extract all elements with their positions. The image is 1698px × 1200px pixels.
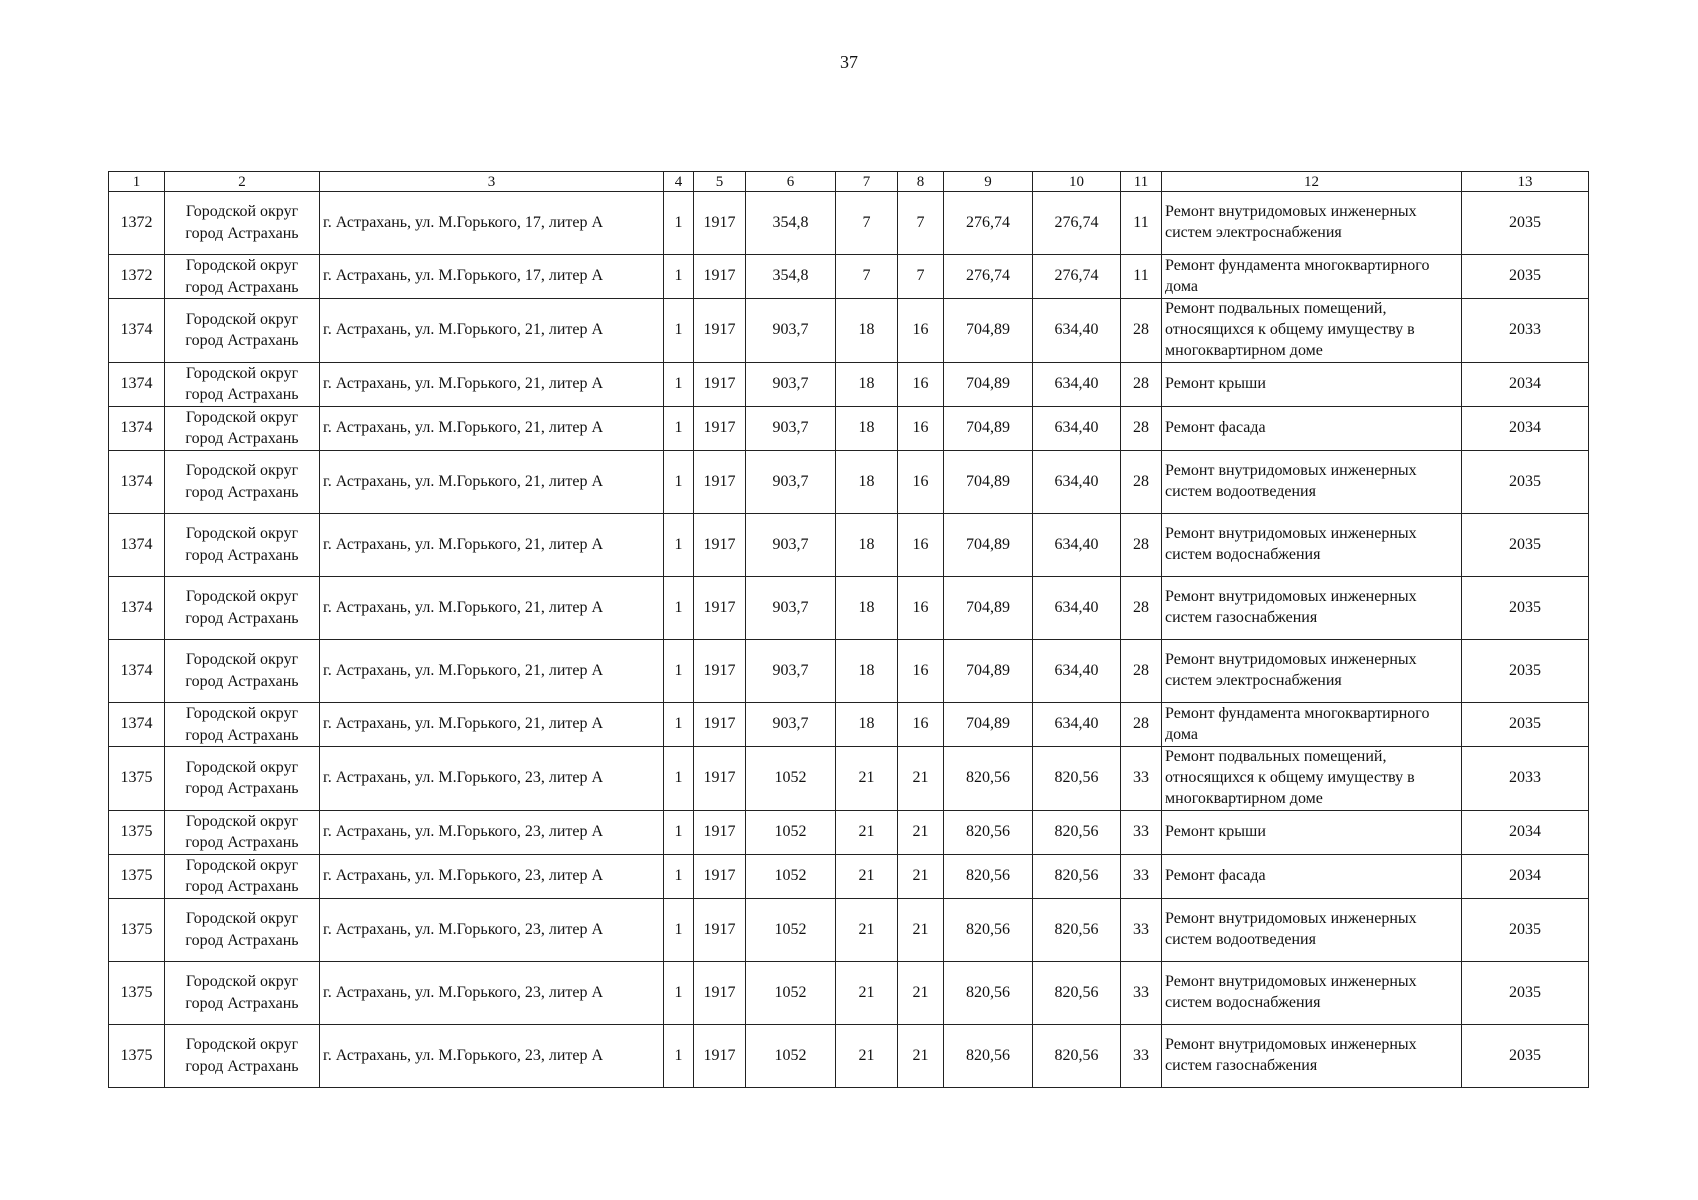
cell-work-type: Ремонт внутридомовых инженерных систем электроснабжения [1162, 192, 1462, 255]
table-header [109, 172, 1589, 192]
cell-planned-year: 2035 [1462, 192, 1589, 255]
cell-area-a: 704,89 [944, 639, 1033, 702]
cell-area-b: 820,56 [1033, 810, 1121, 854]
page-number: 37 [840, 52, 858, 72]
table-row [109, 854, 1589, 898]
cell-row-number: 1375 [109, 1024, 165, 1087]
cell-col-4: 1 [664, 513, 694, 576]
cell-row-number: 1374 [109, 406, 165, 450]
cell-col-8: 21 [898, 1024, 944, 1087]
cell-total-area: 903,7 [746, 639, 836, 702]
cell-address: г. Астрахань, ул. М.Горького, 21, литер А [320, 299, 664, 362]
cell-col-8: 21 [898, 854, 944, 898]
cell-planned-year: 2034 [1462, 406, 1589, 450]
cell-planned-year: 2034 [1462, 854, 1589, 898]
cell-row-number: 1374 [109, 513, 165, 576]
cell-col-7: 18 [836, 450, 898, 513]
cell-municipality: Городской округ город Астрахань [165, 639, 320, 702]
cell-col-7: 18 [836, 576, 898, 639]
cell-area-a: 276,74 [944, 192, 1033, 255]
cell-row-number: 1375 [109, 854, 165, 898]
cell-total-area: 1052 [746, 961, 836, 1024]
cell-year-built: 1917 [694, 961, 746, 1024]
cell-col-11: 11 [1121, 255, 1162, 299]
cell-col-11: 28 [1121, 362, 1162, 406]
cell-year-built: 1917 [694, 898, 746, 961]
cell-col-8: 7 [898, 192, 944, 255]
cell-area-a: 704,89 [944, 576, 1033, 639]
cell-area-a: 704,89 [944, 406, 1033, 450]
cell-municipality: Городской округ город Астрахань [165, 299, 320, 362]
column-header-8: 8 [898, 172, 944, 192]
table-row [109, 576, 1589, 639]
cell-work-type: Ремонт крыши [1162, 362, 1462, 406]
column-header-3: 3 [320, 172, 664, 192]
cell-total-area: 1052 [746, 1024, 836, 1087]
cell-work-type: Ремонт фундамента многоквартирного дома [1162, 702, 1462, 746]
cell-col-4: 1 [664, 450, 694, 513]
column-header-6: 6 [746, 172, 836, 192]
cell-col-11: 33 [1121, 898, 1162, 961]
cell-row-number: 1375 [109, 961, 165, 1024]
cell-area-a: 704,89 [944, 362, 1033, 406]
cell-address: г. Астрахань, ул. М.Горького, 23, литер А [320, 747, 664, 810]
column-header-1: 1 [109, 172, 165, 192]
cell-col-11: 28 [1121, 450, 1162, 513]
cell-row-number: 1374 [109, 702, 165, 746]
column-header-10: 10 [1033, 172, 1121, 192]
cell-work-type: Ремонт внутридомовых инженерных систем газоснабжения [1162, 1024, 1462, 1087]
cell-total-area: 1052 [746, 747, 836, 810]
cell-col-11: 28 [1121, 576, 1162, 639]
column-header-12: 12 [1162, 172, 1462, 192]
cell-planned-year: 2035 [1462, 898, 1589, 961]
cell-work-type: Ремонт фасада [1162, 854, 1462, 898]
cell-year-built: 1917 [694, 747, 746, 810]
cell-planned-year: 2034 [1462, 810, 1589, 854]
cell-row-number: 1374 [109, 299, 165, 362]
cell-address: г. Астрахань, ул. М.Горького, 23, литер А [320, 810, 664, 854]
cell-total-area: 1052 [746, 898, 836, 961]
cell-row-number: 1372 [109, 255, 165, 299]
column-header-4: 4 [664, 172, 694, 192]
cell-municipality: Городской округ город Астрахань [165, 1024, 320, 1087]
cell-work-type: Ремонт внутридомовых инженерных систем водоснабжения [1162, 513, 1462, 576]
cell-col-11: 28 [1121, 702, 1162, 746]
cell-row-number: 1375 [109, 810, 165, 854]
cell-total-area: 903,7 [746, 406, 836, 450]
cell-work-type: Ремонт подвальных помещений, относящихся к общему имуществу в многоквартирном доме [1162, 299, 1462, 362]
cell-area-a: 704,89 [944, 513, 1033, 576]
cell-area-b: 820,56 [1033, 898, 1121, 961]
cell-col-7: 21 [836, 854, 898, 898]
table-row [109, 1024, 1589, 1087]
header-row [109, 172, 1589, 192]
cell-col-11: 11 [1121, 192, 1162, 255]
cell-year-built: 1917 [694, 1024, 746, 1087]
cell-address: г. Астрахань, ул. М.Горького, 21, литер А [320, 513, 664, 576]
table-row [109, 299, 1589, 362]
cell-col-4: 1 [664, 898, 694, 961]
cell-area-a: 820,56 [944, 1024, 1033, 1087]
cell-area-a: 820,56 [944, 854, 1033, 898]
cell-col-8: 16 [898, 450, 944, 513]
cell-row-number: 1375 [109, 898, 165, 961]
cell-area-a: 704,89 [944, 702, 1033, 746]
cell-col-4: 1 [664, 299, 694, 362]
cell-address: г. Астрахань, ул. М.Горького, 21, литер А [320, 362, 664, 406]
cell-planned-year: 2033 [1462, 299, 1589, 362]
cell-col-8: 21 [898, 961, 944, 1024]
cell-col-7: 18 [836, 362, 898, 406]
cell-planned-year: 2035 [1462, 513, 1589, 576]
cell-area-b: 634,40 [1033, 299, 1121, 362]
cell-year-built: 1917 [694, 299, 746, 362]
cell-row-number: 1374 [109, 450, 165, 513]
cell-area-b: 634,40 [1033, 576, 1121, 639]
cell-area-b: 820,56 [1033, 747, 1121, 810]
cell-municipality: Городской округ город Астрахань [165, 961, 320, 1024]
cell-total-area: 903,7 [746, 362, 836, 406]
cell-row-number: 1374 [109, 362, 165, 406]
cell-planned-year: 2035 [1462, 576, 1589, 639]
column-header-5: 5 [694, 172, 746, 192]
cell-area-b: 634,40 [1033, 513, 1121, 576]
cell-area-a: 276,74 [944, 255, 1033, 299]
cell-planned-year: 2033 [1462, 747, 1589, 810]
cell-year-built: 1917 [694, 406, 746, 450]
table-row [109, 702, 1589, 746]
cell-col-4: 1 [664, 406, 694, 450]
cell-col-11: 28 [1121, 299, 1162, 362]
cell-col-11: 33 [1121, 961, 1162, 1024]
cell-area-b: 276,74 [1033, 255, 1121, 299]
cell-row-number: 1374 [109, 639, 165, 702]
column-header-7: 7 [836, 172, 898, 192]
cell-municipality: Городской округ город Астрахань [165, 854, 320, 898]
cell-address: г. Астрахань, ул. М.Горького, 17, литер А [320, 192, 664, 255]
cell-area-b: 820,56 [1033, 961, 1121, 1024]
table-row [109, 406, 1589, 450]
cell-total-area: 903,7 [746, 299, 836, 362]
column-header-11: 11 [1121, 172, 1162, 192]
cell-area-a: 704,89 [944, 299, 1033, 362]
cell-planned-year: 2035 [1462, 1024, 1589, 1087]
cell-municipality: Городской округ город Астрахань [165, 362, 320, 406]
table-body [109, 192, 1589, 1088]
cell-row-number: 1375 [109, 747, 165, 810]
cell-work-type: Ремонт подвальных помещений, относящихся к общему имуществу в многоквартирном доме [1162, 747, 1462, 810]
cell-planned-year: 2035 [1462, 255, 1589, 299]
cell-col-7: 7 [836, 192, 898, 255]
table-row [109, 810, 1589, 854]
cell-planned-year: 2035 [1462, 961, 1589, 1024]
cell-municipality: Городской округ город Астрахань [165, 450, 320, 513]
cell-col-7: 18 [836, 406, 898, 450]
cell-col-4: 1 [664, 192, 694, 255]
cell-area-b: 634,40 [1033, 362, 1121, 406]
cell-address: г. Астрахань, ул. М.Горького, 21, литер А [320, 639, 664, 702]
cell-col-8: 16 [898, 362, 944, 406]
cell-work-type: Ремонт внутридомовых инженерных систем электроснабжения [1162, 639, 1462, 702]
column-header-9: 9 [944, 172, 1033, 192]
cell-col-11: 28 [1121, 406, 1162, 450]
column-header-2: 2 [165, 172, 320, 192]
cell-total-area: 354,8 [746, 255, 836, 299]
cell-year-built: 1917 [694, 192, 746, 255]
cell-col-4: 1 [664, 362, 694, 406]
cell-area-b: 634,40 [1033, 702, 1121, 746]
cell-planned-year: 2035 [1462, 639, 1589, 702]
cell-area-a: 820,56 [944, 747, 1033, 810]
cell-area-b: 820,56 [1033, 1024, 1121, 1087]
cell-col-7: 18 [836, 702, 898, 746]
cell-address: г. Астрахань, ул. М.Горького, 23, литер А [320, 854, 664, 898]
cell-col-11: 33 [1121, 854, 1162, 898]
table-row [109, 513, 1589, 576]
cell-year-built: 1917 [694, 362, 746, 406]
cell-col-7: 21 [836, 898, 898, 961]
cell-municipality: Городской округ город Астрахань [165, 576, 320, 639]
cell-year-built: 1917 [694, 450, 746, 513]
cell-address: г. Астрахань, ул. М.Горького, 23, литер А [320, 898, 664, 961]
cell-col-11: 33 [1121, 810, 1162, 854]
cell-area-b: 634,40 [1033, 639, 1121, 702]
cell-col-7: 18 [836, 639, 898, 702]
cell-col-11: 28 [1121, 639, 1162, 702]
cell-col-7: 7 [836, 255, 898, 299]
cell-total-area: 903,7 [746, 576, 836, 639]
cell-area-a: 820,56 [944, 898, 1033, 961]
cell-col-8: 16 [898, 406, 944, 450]
cell-col-8: 7 [898, 255, 944, 299]
cell-total-area: 1052 [746, 854, 836, 898]
cell-col-4: 1 [664, 961, 694, 1024]
cell-col-8: 16 [898, 639, 944, 702]
cell-col-11: 33 [1121, 1024, 1162, 1087]
cell-col-11: 28 [1121, 513, 1162, 576]
cell-year-built: 1917 [694, 639, 746, 702]
cell-col-7: 18 [836, 513, 898, 576]
cell-col-8: 21 [898, 898, 944, 961]
cell-municipality: Городской округ город Астрахань [165, 747, 320, 810]
cell-col-4: 1 [664, 747, 694, 810]
cell-col-7: 21 [836, 747, 898, 810]
cell-address: г. Астрахань, ул. М.Горького, 21, литер А [320, 702, 664, 746]
cell-area-a: 820,56 [944, 810, 1033, 854]
cell-total-area: 903,7 [746, 702, 836, 746]
cell-area-b: 634,40 [1033, 406, 1121, 450]
cell-col-8: 16 [898, 702, 944, 746]
cell-year-built: 1917 [694, 255, 746, 299]
cell-area-b: 276,74 [1033, 192, 1121, 255]
cell-year-built: 1917 [694, 576, 746, 639]
cell-area-a: 820,56 [944, 961, 1033, 1024]
table-row [109, 192, 1589, 255]
cell-municipality: Городской округ город Астрахань [165, 810, 320, 854]
cell-year-built: 1917 [694, 854, 746, 898]
cell-address: г. Астрахань, ул. М.Горького, 21, литер А [320, 576, 664, 639]
cell-municipality: Городской округ город Астрахань [165, 406, 320, 450]
cell-area-b: 820,56 [1033, 854, 1121, 898]
cell-work-type: Ремонт крыши [1162, 810, 1462, 854]
cell-municipality: Городской округ город Астрахань [165, 192, 320, 255]
cell-col-4: 1 [664, 702, 694, 746]
table-row [109, 898, 1589, 961]
cell-total-area: 1052 [746, 810, 836, 854]
repair-program-table [108, 171, 1589, 1088]
cell-address: г. Астрахань, ул. М.Горького, 23, литер А [320, 961, 664, 1024]
cell-col-8: 21 [898, 747, 944, 810]
cell-planned-year: 2035 [1462, 702, 1589, 746]
cell-col-4: 1 [664, 1024, 694, 1087]
cell-work-type: Ремонт внутридомовых инженерных систем газоснабжения [1162, 576, 1462, 639]
cell-work-type: Ремонт фундамента многоквартирного дома [1162, 255, 1462, 299]
cell-col-8: 16 [898, 513, 944, 576]
cell-work-type: Ремонт внутридомовых инженерных систем водоотведения [1162, 450, 1462, 513]
cell-col-8: 16 [898, 299, 944, 362]
cell-col-4: 1 [664, 810, 694, 854]
cell-row-number: 1374 [109, 576, 165, 639]
table-row [109, 450, 1589, 513]
cell-municipality: Городской округ город Астрахань [165, 702, 320, 746]
cell-address: г. Астрахань, ул. М.Горького, 23, литер А [320, 1024, 664, 1087]
cell-municipality: Городской округ город Астрахань [165, 898, 320, 961]
cell-col-4: 1 [664, 576, 694, 639]
cell-area-a: 704,89 [944, 450, 1033, 513]
cell-planned-year: 2034 [1462, 362, 1589, 406]
cell-total-area: 903,7 [746, 450, 836, 513]
cell-municipality: Городской округ город Астрахань [165, 255, 320, 299]
cell-area-b: 634,40 [1033, 450, 1121, 513]
cell-col-7: 21 [836, 810, 898, 854]
table-row [109, 747, 1589, 810]
cell-work-type: Ремонт внутридомовых инженерных систем водоснабжения [1162, 961, 1462, 1024]
cell-col-4: 1 [664, 854, 694, 898]
column-header-13: 13 [1462, 172, 1589, 192]
cell-year-built: 1917 [694, 702, 746, 746]
cell-col-7: 21 [836, 1024, 898, 1087]
table-row [109, 639, 1589, 702]
cell-address: г. Астрахань, ул. М.Горького, 21, литер А [320, 406, 664, 450]
cell-work-type: Ремонт внутридомовых инженерных систем водоотведения [1162, 898, 1462, 961]
cell-col-8: 21 [898, 810, 944, 854]
table-row [109, 961, 1589, 1024]
cell-col-11: 33 [1121, 747, 1162, 810]
cell-address: г. Астрахань, ул. М.Горького, 21, литер А [320, 450, 664, 513]
cell-planned-year: 2035 [1462, 450, 1589, 513]
cell-col-8: 16 [898, 576, 944, 639]
cell-year-built: 1917 [694, 810, 746, 854]
cell-col-7: 18 [836, 299, 898, 362]
cell-total-area: 903,7 [746, 513, 836, 576]
table-row [109, 255, 1589, 299]
cell-total-area: 354,8 [746, 192, 836, 255]
cell-col-4: 1 [664, 639, 694, 702]
cell-municipality: Городской округ город Астрахань [165, 513, 320, 576]
cell-col-4: 1 [664, 255, 694, 299]
cell-row-number: 1372 [109, 192, 165, 255]
cell-work-type: Ремонт фасада [1162, 406, 1462, 450]
cell-address: г. Астрахань, ул. М.Горького, 17, литер А [320, 255, 664, 299]
cell-col-7: 21 [836, 961, 898, 1024]
cell-year-built: 1917 [694, 513, 746, 576]
table-row [109, 362, 1589, 406]
